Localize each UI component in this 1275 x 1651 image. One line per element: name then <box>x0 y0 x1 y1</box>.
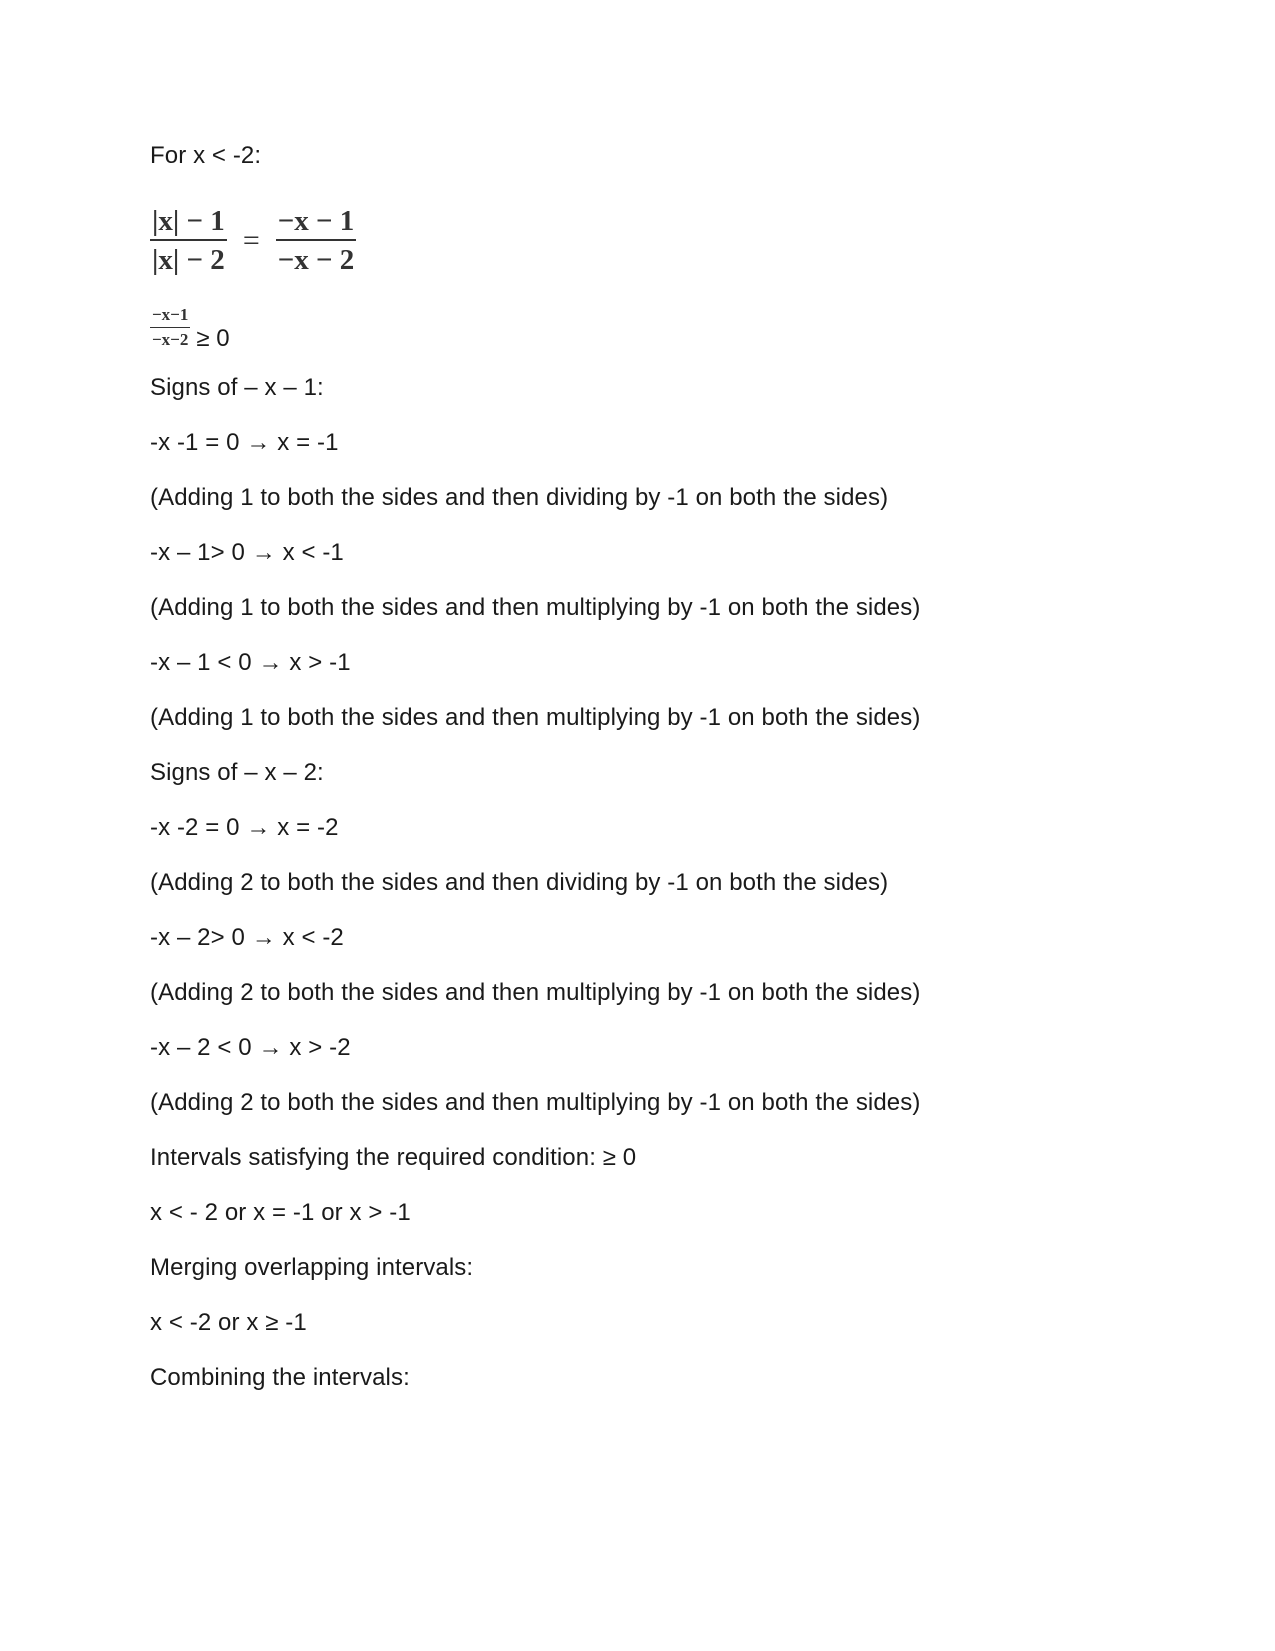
lhs-fraction <box>150 206 227 276</box>
inequality-rhs: ≥ 0 <box>196 325 230 353</box>
explanation-line: (Adding 2 to both the sides and then multiplying by -1 on both the sides) <box>150 979 921 1006</box>
equation-line: -x -1 = 0 → x = -1 <box>150 429 339 456</box>
fraction-bar <box>276 239 357 241</box>
rhs-numerator: −x − 1 <box>277 205 355 237</box>
inequality-fraction <box>150 306 190 349</box>
merged-result: x < -2 or x ≥ -1 <box>150 1309 307 1336</box>
inequality-numerator: −x−1 <box>152 305 189 324</box>
interval-result: x < - 2 or x = -1 or x > -1 <box>150 1199 411 1226</box>
explanation-line: (Adding 1 to both the sides and then multiplying by -1 on both the sides) <box>150 704 921 731</box>
equation-line: -x – 2> 0 → x < -2 <box>150 924 344 951</box>
absolute-value-equation <box>150 206 356 276</box>
equation-line: -x -2 = 0 → x = -2 <box>150 814 339 841</box>
combining-heading: Combining the intervals: <box>150 1364 410 1391</box>
rhs-denominator: −x − 2 <box>277 244 355 277</box>
lhs-numerator: |x| − 1 <box>152 205 225 237</box>
equals-sign: = <box>242 223 260 257</box>
explanation-line: (Adding 2 to both the sides and then dividing by -1 on both the sides) <box>150 869 889 896</box>
rhs-fraction <box>276 206 357 276</box>
signs-heading-2: Signs of – x – 2: <box>150 759 324 786</box>
explanation-line: (Adding 2 to both the sides and then multiplying by -1 on both the sides) <box>150 1089 921 1116</box>
explanation-line: (Adding 1 to both the sides and then dividing by -1 on both the sides) <box>150 484 889 511</box>
fraction-inequality <box>150 305 230 353</box>
equation-line: -x – 2 < 0 → x > -2 <box>150 1034 351 1061</box>
inequality-denominator: −x−2 <box>152 330 189 350</box>
fraction-bar <box>150 239 227 241</box>
lhs-denominator: |x| − 2 <box>152 244 225 277</box>
equation-line: -x – 1> 0 → x < -1 <box>150 539 344 566</box>
signs-heading-1: Signs of – x – 1: <box>150 374 324 401</box>
fraction-bar <box>150 327 190 329</box>
merging-heading: Merging overlapping intervals: <box>150 1254 474 1281</box>
explanation-line: (Adding 1 to both the sides and then multiplying by -1 on both the sides) <box>150 594 921 621</box>
equation-line: -x – 1 < 0 → x > -1 <box>150 649 351 676</box>
case-heading: For x < -2: <box>150 142 262 169</box>
intervals-heading: Intervals satisfying the required condition: ≥ 0 <box>150 1144 637 1171</box>
